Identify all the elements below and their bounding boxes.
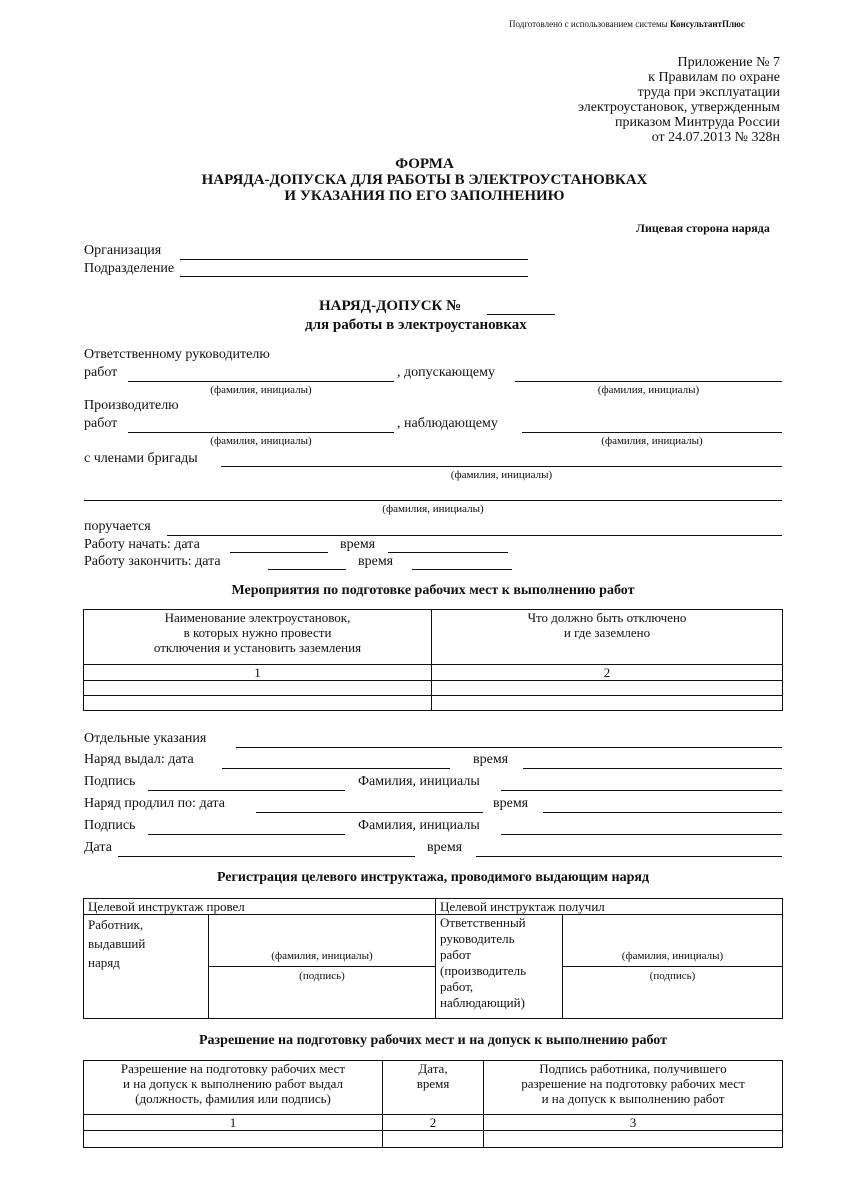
- extended-time-field[interactable]: [543, 812, 782, 813]
- column-number: 1: [84, 1115, 383, 1131]
- column-number: 2: [432, 665, 783, 681]
- label-line: работ,: [440, 979, 474, 994]
- responsible-head-label: Ответственному руководителю: [84, 347, 270, 362]
- organization-field[interactable]: [180, 259, 528, 260]
- issued-time-label: время: [473, 752, 509, 767]
- table-cell[interactable]: [432, 681, 783, 696]
- title-line: ФОРМА: [395, 156, 454, 172]
- permit-number-field[interactable]: [487, 314, 555, 315]
- header-line: Что должно быть отключено: [527, 610, 687, 625]
- measures-table: [83, 609, 783, 711]
- assigned-label: поручается: [84, 519, 151, 534]
- organization-label: Организация: [84, 243, 162, 258]
- start-time-field[interactable]: [388, 552, 508, 553]
- side-label: Лицевая сторона наряда: [636, 221, 770, 235]
- label-line: (производитель: [440, 963, 526, 978]
- table-cell[interactable]: [84, 696, 432, 711]
- consultant-brand: КонсультантПлюс: [669, 19, 745, 29]
- start-date-label: Работу начать: дата: [84, 537, 200, 552]
- table-cell[interactable]: [432, 696, 783, 711]
- name-field[interactable]: [501, 790, 782, 791]
- name-hint: (фамилия, инициалы): [621, 950, 724, 962]
- issuer-label: [84, 915, 209, 1019]
- start-time-label: время: [340, 537, 376, 552]
- label-line: руководитель: [440, 931, 515, 946]
- notes-field[interactable]: [236, 747, 782, 748]
- receiver-label: [436, 915, 563, 1019]
- prepared-prefix: Подготовлено с использованием системы: [509, 19, 670, 29]
- appendix-line: электроустановок, утвержденным: [578, 100, 780, 115]
- name-label: Фамилия, инициалы: [358, 818, 480, 833]
- briefing-conducted-header: Целевой инструктаж провел: [84, 899, 436, 915]
- field-hint: (фамилия, инициалы): [601, 435, 703, 447]
- signature-label: Подпись: [84, 818, 136, 833]
- permit-subtitle: для работы в электроустановках: [305, 317, 527, 333]
- observing-field[interactable]: [522, 432, 782, 433]
- permission-table: [83, 1060, 783, 1148]
- permission-col3-header: [484, 1061, 783, 1115]
- appendix-line: от 24.07.2013 № 328н: [651, 130, 780, 145]
- table-cell[interactable]: [383, 1131, 484, 1148]
- header-line: разрешение на подготовку рабочих мест: [521, 1076, 745, 1091]
- label-line: Работник,: [88, 917, 144, 932]
- start-date-field[interactable]: [230, 552, 328, 553]
- column-number: 1: [84, 665, 432, 681]
- date-time-field[interactable]: [476, 856, 782, 857]
- header-line: Разрешение на подготовку рабочих мест: [120, 1061, 346, 1076]
- appendix-line: Приложение № 7: [677, 55, 780, 70]
- briefing-heading: Регистрация целевого инструктажа, проводимого выдающим наряд: [216, 870, 650, 885]
- permission-col1-header: [84, 1061, 383, 1115]
- name-label: Фамилия, инициалы: [358, 774, 480, 789]
- permission-col2-header: [383, 1061, 484, 1115]
- header-line: (должность, фамилия или подпись): [135, 1091, 331, 1106]
- appendix-block: [520, 55, 780, 145]
- receiver-signature-cell[interactable]: [563, 967, 783, 1019]
- header-line: отключения и установить заземления: [153, 640, 362, 655]
- header-line: Подпись работника, получившего: [539, 1061, 727, 1076]
- header-line: время: [416, 1076, 450, 1091]
- briefing-table: [83, 898, 783, 1019]
- division-field[interactable]: [180, 276, 528, 277]
- field-hint: (фамилия, инициалы): [382, 503, 484, 515]
- division-label: Подразделение: [84, 261, 175, 276]
- page-title: [0, 156, 849, 204]
- field-hint: (фамилия, инициалы): [210, 435, 312, 447]
- admitting-label: , допускающему: [397, 365, 495, 380]
- works-label: работ: [84, 416, 118, 431]
- briefing-received-header: Целевой инструктаж получил: [436, 899, 783, 915]
- issued-time-field[interactable]: [523, 768, 782, 769]
- receiver-name-cell[interactable]: [563, 915, 783, 967]
- works-label: работ: [84, 365, 118, 380]
- table-cell[interactable]: [484, 1131, 783, 1148]
- sign-hint: (подпись): [299, 970, 345, 982]
- header-line: и на допуск к выполнению работ: [541, 1091, 725, 1106]
- table-cell[interactable]: [84, 681, 432, 696]
- prepared-note: [509, 19, 745, 29]
- issuer-signature-cell[interactable]: [209, 967, 436, 1019]
- finish-time-label: время: [358, 554, 394, 569]
- admitting-field[interactable]: [515, 381, 782, 382]
- finish-date-field[interactable]: [268, 569, 346, 570]
- issued-date-field[interactable]: [222, 768, 450, 769]
- field-hint: (фамилия, инициалы): [597, 384, 700, 396]
- finish-date-label: Работу закончить: дата: [84, 554, 221, 569]
- name-field-2[interactable]: [501, 834, 782, 835]
- appendix-line: труда при эксплуатации: [637, 85, 780, 100]
- header-line: и где заземлено: [563, 625, 651, 640]
- sign-hint: (подпись): [649, 970, 696, 982]
- header-line: Наименование электроустановок,: [164, 610, 351, 625]
- measures-col2-header: [432, 610, 783, 665]
- date-time-label: время: [427, 840, 463, 855]
- field-hint: (фамилия, инициалы): [210, 384, 312, 396]
- brigade-field-2[interactable]: [84, 500, 782, 501]
- permission-heading: Разрешение на подготовку рабочих мест и на допуск к выполнению работ: [198, 1033, 667, 1048]
- appendix-line: к Правилам по охране: [648, 70, 780, 85]
- signature-field-2[interactable]: [148, 834, 345, 835]
- title-line: НАРЯДА-ДОПУСКА ДЛЯ РАБОТЫ В ЭЛЕКТРОУСТАНОВКАХ: [201, 172, 648, 188]
- extended-label: Наряд продлил по: дата: [84, 796, 225, 811]
- observing-label: , наблюдающему: [397, 416, 498, 431]
- permit-title: НАРЯД-ДОПУСК №: [319, 298, 462, 314]
- column-number: 2: [383, 1115, 484, 1131]
- header-line: в которых нужно провести: [183, 625, 332, 640]
- issuer-name-cell[interactable]: [209, 915, 436, 967]
- name-hint: (фамилия, инициалы): [271, 950, 373, 962]
- title-line: И УКАЗАНИЯ ПО ЕГО ЗАПОЛНЕНИЮ: [284, 188, 565, 204]
- table-cell[interactable]: [84, 1131, 383, 1148]
- finish-time-field[interactable]: [412, 569, 512, 570]
- notes-label: Отдельные указания: [84, 731, 207, 746]
- extended-time-label: время: [493, 796, 529, 811]
- measures-heading: Мероприятия по подготовке рабочих мест к выполнению работ: [231, 583, 635, 598]
- extended-date-field[interactable]: [256, 812, 483, 813]
- responsible-head-field[interactable]: [128, 381, 394, 382]
- brigade-label: с членами бригады: [84, 451, 198, 466]
- field-hint: (фамилия, инициалы): [450, 469, 553, 481]
- appendix-line: приказом Минтруда России: [614, 115, 780, 130]
- measures-col1-header: [84, 610, 432, 665]
- signature-field[interactable]: [148, 790, 345, 791]
- header-line: и на допуск к выполнению работ выдал: [123, 1076, 343, 1091]
- producer-label: Производителю: [84, 398, 179, 413]
- label-line: наблюдающий): [440, 995, 525, 1010]
- signature-label: Подпись: [84, 774, 136, 789]
- label-line: наряд: [88, 955, 120, 970]
- date-label: Дата: [84, 840, 112, 855]
- header-line: Дата,: [418, 1061, 448, 1076]
- date-field[interactable]: [118, 856, 415, 857]
- column-number: 3: [484, 1115, 783, 1131]
- assigned-field[interactable]: [167, 535, 782, 536]
- label-line: Ответственный: [440, 915, 526, 930]
- label-line: выдавший: [88, 936, 146, 951]
- issued-label: Наряд выдал: дата: [84, 752, 194, 767]
- producer-field[interactable]: [128, 432, 394, 433]
- label-line: работ: [440, 947, 471, 962]
- brigade-field[interactable]: [221, 466, 782, 467]
